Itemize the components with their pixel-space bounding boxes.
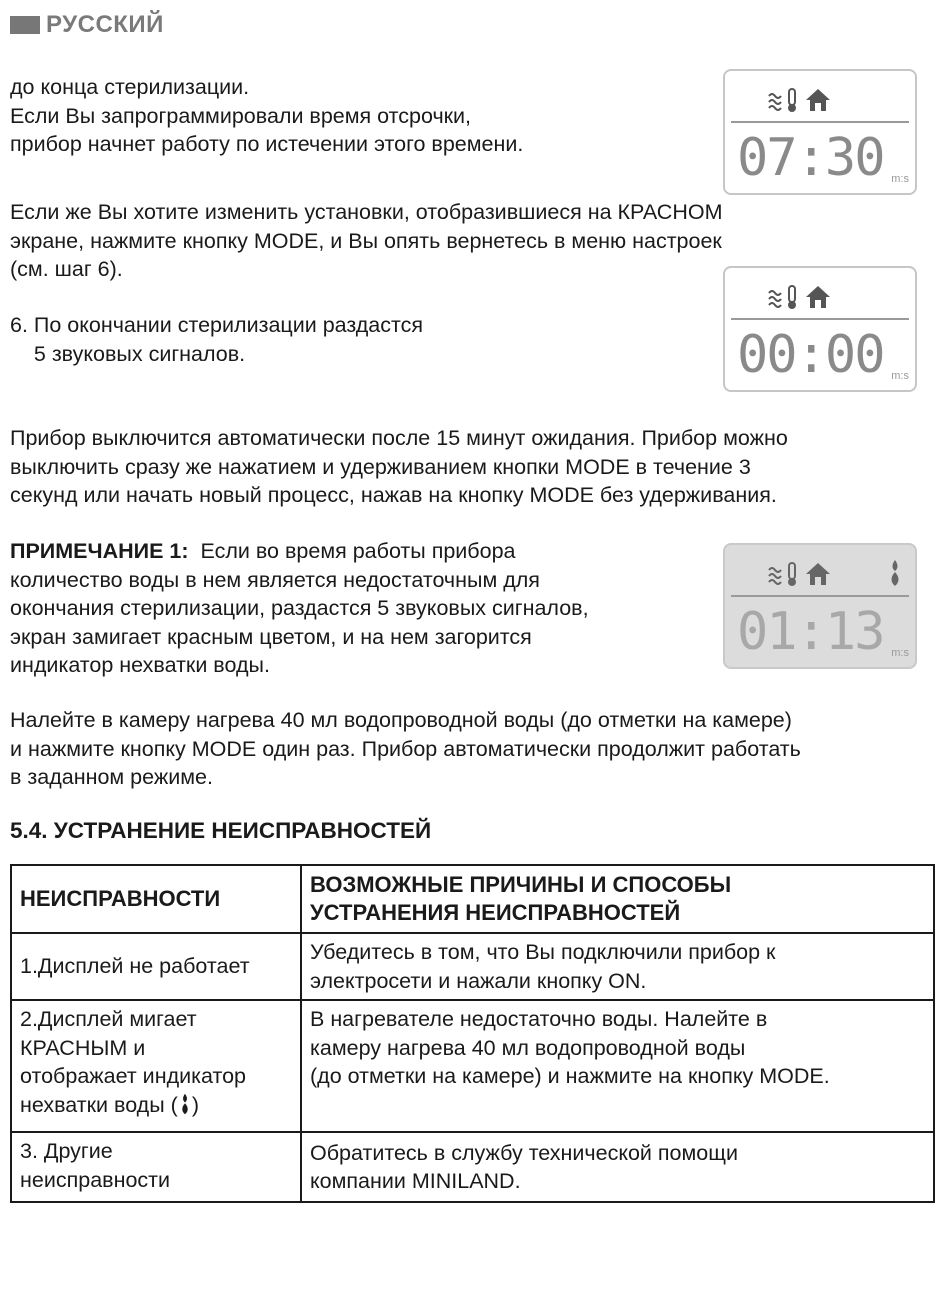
paragraph-auto-off: Прибор выключится автоматически после 15 минут ожидания. Прибор можно выключить сразу же нажатием и удерживанием кнопки MODE в течение 3 секунд или начать новый процесс, нажав на кнопку MODE без удерживания.	[10, 426, 788, 507]
solution-cell: В нагревателе недостаточно воды. Налейте в камеру нагрева 40 мл водопроводной воды (до отметки на камере) и нажмите на кнопку MODE.	[301, 1000, 934, 1132]
lcd-time: 00:00	[737, 325, 884, 385]
home-icon	[805, 561, 831, 587]
language-marker	[10, 16, 40, 34]
paragraph-sterilization-end: до конца стерилизации. Если Вы запрограммировали время отсрочки, прибор начнет работу по истечении этого времени.	[10, 75, 524, 156]
lcd-time: 07:30	[737, 128, 884, 188]
lcd-separator	[731, 121, 909, 123]
troubleshooting-table	[10, 864, 935, 1203]
steam-thermometer-icon	[767, 87, 801, 113]
table-row	[11, 933, 934, 1000]
lcd-separator	[731, 595, 909, 597]
note-label: ПРИМЕЧАНИЕ 1:	[10, 539, 189, 563]
header-solutions: ВОЗМОЖНЫЕ ПРИЧИНЫ И СПОСОБЫ УСТРАНЕНИЯ НЕИСПРАВНОСТЕЙ	[301, 865, 934, 933]
lcd-display-warning	[723, 543, 917, 669]
problem-cell: 1.Дисплей не работает	[11, 933, 301, 1000]
lcd-unit: m:s	[891, 173, 909, 185]
water-shortage-icon	[887, 559, 903, 587]
solution-cell: Убедитесь в том, что Вы подключили прибор к электросети и нажали кнопку ON.	[301, 933, 934, 1000]
table-header-row	[11, 865, 934, 933]
water-shortage-icon	[178, 1093, 192, 1115]
problem-text-end: )	[191, 1092, 199, 1117]
paragraph-note-1	[10, 537, 589, 680]
home-icon	[805, 284, 831, 310]
lcd-unit: m:s	[891, 647, 909, 659]
paragraph-step-6: 6. По окончании стерилизации раздастся 5 звуковых сигналов.	[10, 313, 424, 366]
header-problems: НЕИСПРАВНОСТИ	[11, 865, 301, 933]
section-title: 5.4. УСТРАНЕНИЕ НЕИСПРАВНОСТЕЙ	[10, 818, 432, 843]
language-header	[10, 10, 164, 40]
lcd-display	[723, 266, 917, 392]
steam-thermometer-icon	[767, 561, 801, 587]
table-row	[11, 1000, 934, 1132]
paragraph-change-settings: Если же Вы хотите изменить установки, отобразившиеся на КРАСНОМ экране, нажмите кнопку MODE, и Вы опять вернетесь в меню настроек (см. шаг 6).	[10, 200, 723, 281]
paragraph-refill: Налейте в камеру нагрева 40 мл водопроводной воды (до отметки на камере) и нажмите кнопку MODE один раз. Прибор автоматически продолжит работать в заданном режиме.	[10, 708, 801, 789]
problem-text: 2.Дисплей мигает КРАСНЫМ и отображает индикатор нехватки воды (	[20, 1007, 247, 1117]
lcd-display	[723, 69, 917, 195]
lcd-unit: m:s	[891, 370, 909, 382]
lcd-separator	[731, 318, 909, 320]
lcd-icons	[767, 87, 831, 113]
language-label: РУССКИЙ	[46, 11, 164, 38]
problem-cell: 3. Другие неисправности	[11, 1132, 301, 1202]
note-text: Если во время работы прибора количество воды в нем является недостаточным для окончания стерилизации, раздастся 5 звуковых сигналов, экран замигает красным цветом, и на нем загорится индикатор нехватки воды.	[10, 539, 589, 677]
lcd-icons	[767, 284, 831, 310]
steam-thermometer-icon	[767, 284, 801, 310]
lcd-time: 01:13	[737, 602, 884, 662]
table-row	[11, 1132, 934, 1202]
home-icon	[805, 87, 831, 113]
solution-cell: Обратитесь в службу технической помощи компании MINILAND.	[301, 1132, 934, 1202]
problem-cell	[11, 1000, 301, 1132]
lcd-icons	[767, 561, 831, 587]
